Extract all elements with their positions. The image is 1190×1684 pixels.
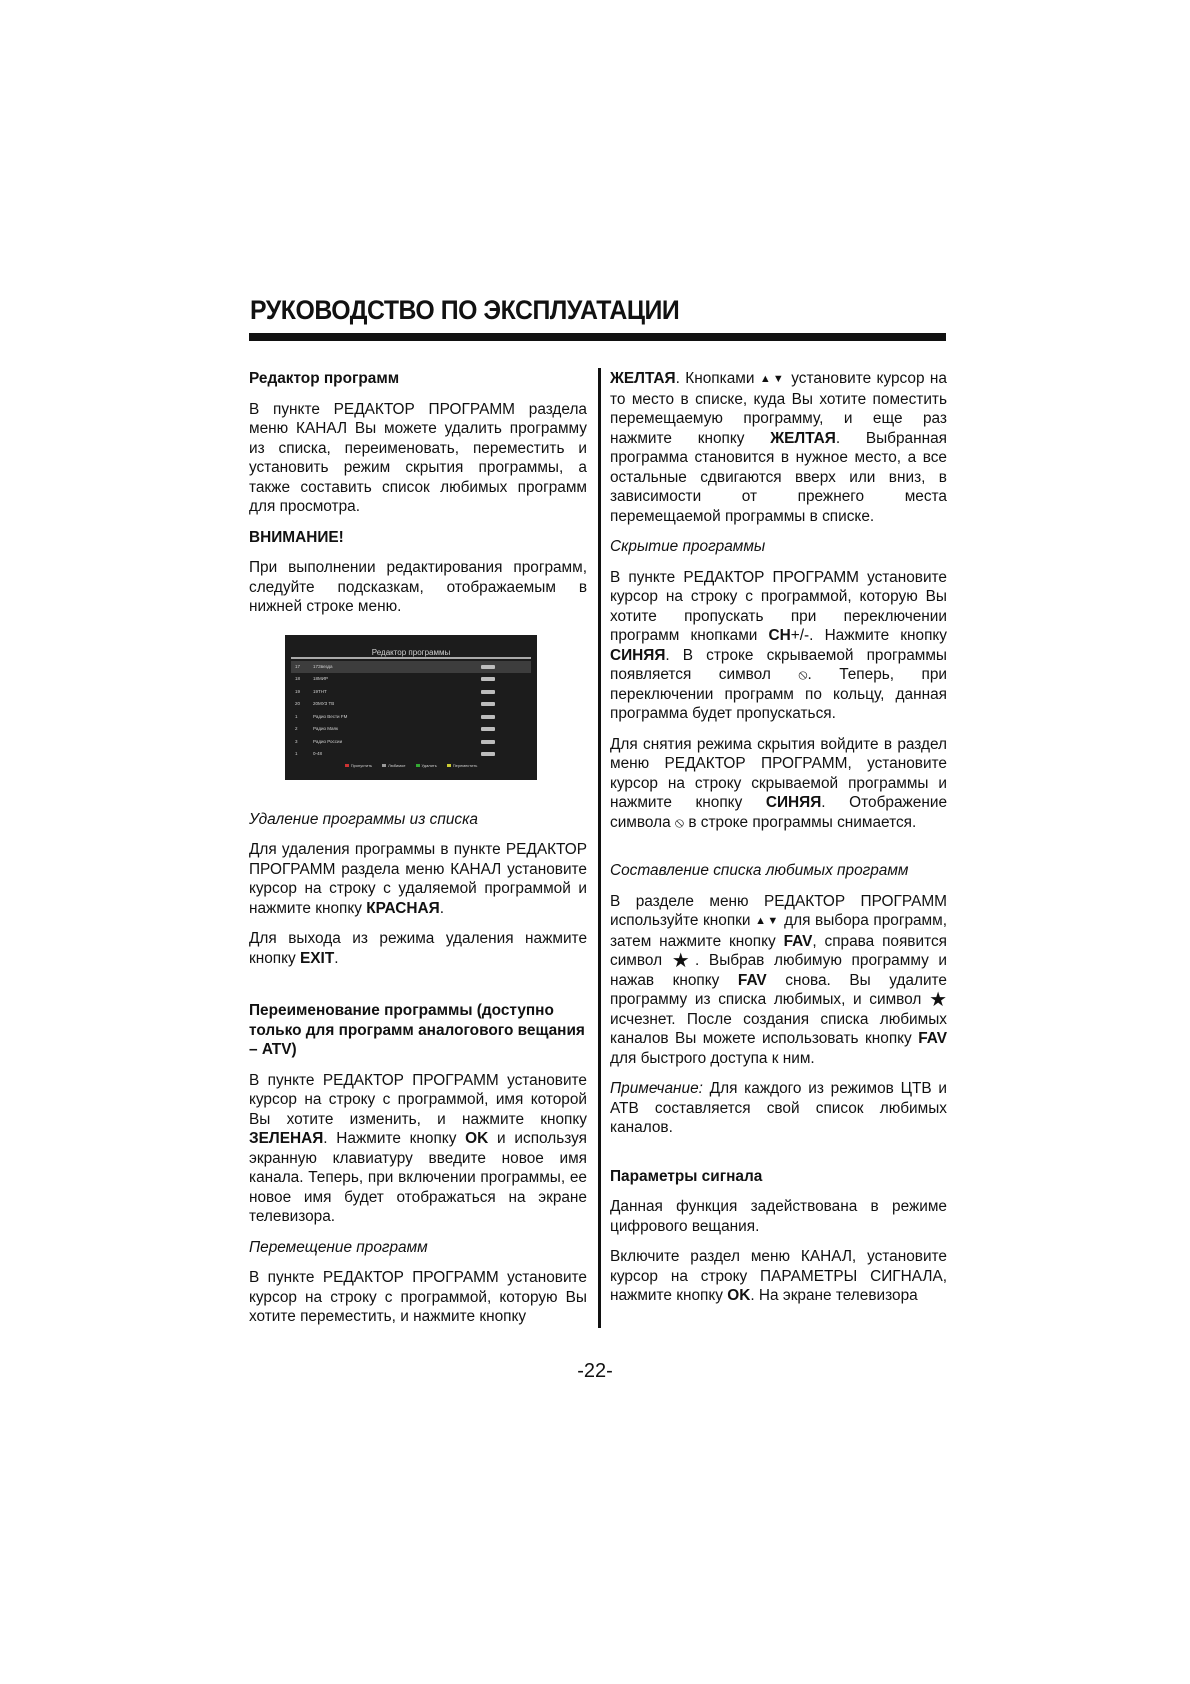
right-column [610, 369, 947, 1317]
figure-channel-number: 1 [295, 751, 298, 756]
figure-channel-row [291, 711, 531, 724]
figure-channel-badge [481, 740, 495, 744]
page-number: -22- [577, 1360, 613, 1382]
paragraph-warning: При выполнении редактирования программ, следуйте подсказкам, отображаемым в нижней строке меню. [249, 559, 587, 615]
left-column [249, 369, 587, 1338]
figure-hint-fav: Любимое [382, 756, 405, 776]
figure-channel-name: 0-48 [313, 751, 323, 756]
paragraph-favorites: В разделе меню РЕДАКТОР ПРОГРАММ используйте кнопки ▲▼ для выбора программ, затем нажмите кнопку FAV, справа появится символ ★. Выбрав любимую программу и нажав кнопку FAV снова. Вы удалите программу из списка любимых, и символ ★ исчезнет. После создания списка любимых каналов Вы можете использовать кнопку FAV для быстрого доступа к ним. [610, 892, 948, 1067]
paragraph-delete-exit: Для выхода из режима удаления нажмите кнопку EXIT. [249, 930, 587, 967]
figure-channel-row [291, 736, 531, 749]
figure-channel-number: 3 [295, 738, 298, 744]
paragraph-rename: В пункте РЕДАКТОР ПРОГРАММ установите курсор на строку с программой, имя которой Вы хотите изменить, и нажмите кнопку ЗЕЛЕНАЯ. Нажмите кнопку OK и используя экранную клавиатуру введите новое имя канала. Теперь, при включении программы, ее новое имя будет отображаться на экране телевизора. [249, 1071, 587, 1225]
figure-channel-list [291, 661, 531, 761]
section-heading-move: Перемещение программ [249, 1238, 428, 1256]
paragraph-program-editor-intro: В пункте РЕДАКТОР ПРОГРАММ раздела меню КАНАЛ Вы можете удалить программу из списка, переименовать, переместить и установить режим скрытия программы, а также составить список любимых программ для просмотра. [249, 400, 587, 515]
figure-channel-name: Радио России [313, 738, 343, 744]
column-divider [598, 368, 601, 1328]
up-down-arrows-icon: ▲▼ [755, 915, 780, 927]
figure-menu-title: Редактор программы [371, 647, 451, 657]
figure-channel-row [291, 661, 531, 674]
figure-hint-skip: Пропустить [345, 756, 372, 776]
figure-channel-badge [481, 702, 495, 706]
figure-channel-row [291, 698, 531, 711]
paragraph-move-continued: ЖЕЛТАЯ. Кнопками ▲▼ установите курсор на то место в списке, куда Вы хотите поместить перемещаемую программу, и еще раз нажмите кнопку ЖЕЛТАЯ. Выбранная программа становится в нужное место, а все остальные сдвигаются вверх или вниз, в зависимости от прежнего места перемещаемой программы в списке. [610, 370, 947, 525]
figure-channel-name: 19ТНТ [313, 688, 327, 694]
paragraph-hide: В пункте РЕДАКТОР ПРОГРАММ установите курсор на строку с программой, которую Вы хотите пропускать при переключении программ кнопками CH+/-. Нажмите кнопку СИНЯЯ. В строке скрываемой программы появляется символ ⦸. Теперь, при переключении программ по кольцу, данная программа будет пропускаться. [610, 568, 948, 722]
figure-channel-number: 2 [295, 726, 298, 731]
star-icon: ★ [929, 989, 947, 1011]
figure-title-rule [291, 657, 531, 659]
paragraph-delete: Для удаления программы в пункте РЕДАКТОР ПРОГРАММ раздела меню КАНАЛ установите курсор на строку с удаляемой программой и нажмите кнопку КРАСНАЯ. [249, 841, 587, 917]
red-key-icon [345, 764, 349, 767]
warning-heading: ВНИМАНИЕ! [249, 528, 344, 546]
paragraph-move: В пункте РЕДАКТОР ПРОГРАММ установите курсор на строку с программой, которую Вы хотите переместить, и нажмите кнопку [249, 1269, 587, 1325]
figure-channel-row [291, 686, 531, 699]
figure-channel-name: 18МИР [313, 676, 328, 681]
section-heading-signal: Параметры сигнала [610, 1167, 763, 1185]
figure-channel-number: 20 [295, 701, 301, 706]
figure-channel-name: Радио Вести FM [313, 713, 348, 719]
figure-channel-badge [481, 690, 495, 694]
paragraph-unhide: Для снятия режима скрытия войдите в раздел меню РЕДАКТОР ПРОГРАММ, установите курсор на строку скрываемой программы и нажмите кнопку СИНЯЯ. Отображение символа ⦸ в строке программы снимается. [610, 735, 948, 831]
green-key-icon [416, 764, 420, 767]
header-rule [249, 333, 946, 341]
figure-channel-badge [481, 727, 495, 731]
figure-channel-name: Радио Маяк [313, 726, 338, 731]
up-down-arrows-icon: ▲▼ [759, 373, 786, 385]
figure-channel-badge [481, 677, 495, 681]
star-icon: ★ [671, 950, 696, 972]
figure-channel-name: 20МУЗ ТВ [313, 701, 335, 706]
section-heading-favorites: Составление списка любимых программ [610, 862, 909, 879]
paragraph-signal-intro: Данная функция задействована в режиме цифрового вещания. [610, 1198, 947, 1235]
section-heading-delete: Удаление программы из списка [249, 810, 478, 828]
section-heading-hide: Скрытие программы [610, 538, 766, 555]
yellow-key-icon [447, 764, 451, 767]
figure-channel-number: 18 [295, 676, 301, 681]
figure-channel-badge [481, 665, 495, 669]
figure-channel-number: 1 [295, 713, 298, 719]
fav-key-icon [382, 764, 386, 767]
figure-channel-name: 17Звезда [313, 663, 333, 669]
figure-hint-delete: Удалить [416, 756, 437, 776]
figure-hint-bar [285, 756, 537, 776]
paragraph-note: Примечание: Для каждого из режимов ЦТВ и АТВ составляется свой список любимых каналов. [610, 1080, 947, 1136]
figure-channel-number: 17 [295, 663, 301, 669]
page-header-title: РУКОВОДСТВО ПО ЭКСПЛУАТАЦИИ [250, 295, 680, 325]
figure-channel-row [291, 673, 531, 686]
skip-symbol-icon: ⦸ [798, 666, 808, 682]
figure-channel-number: 19 [295, 688, 301, 694]
program-editor-screenshot [285, 635, 537, 780]
figure-channel-row [291, 723, 531, 736]
skip-symbol-icon: ⦸ [674, 813, 685, 830]
figure-hint-move: Переместить [447, 756, 478, 776]
paragraph-signal-steps: Включите раздел меню КАНАЛ, установите курсор на строку ПАРАМЕТРЫ СИГНАЛА, нажмите кнопку OK. На экране телевизора [610, 1248, 947, 1304]
section-heading-program-editor: Редактор программ [249, 370, 400, 387]
figure-channel-badge [481, 715, 495, 719]
section-heading-rename: Переименование программы (доступно только для программ аналогового вещания – ATV) [249, 1002, 585, 1058]
